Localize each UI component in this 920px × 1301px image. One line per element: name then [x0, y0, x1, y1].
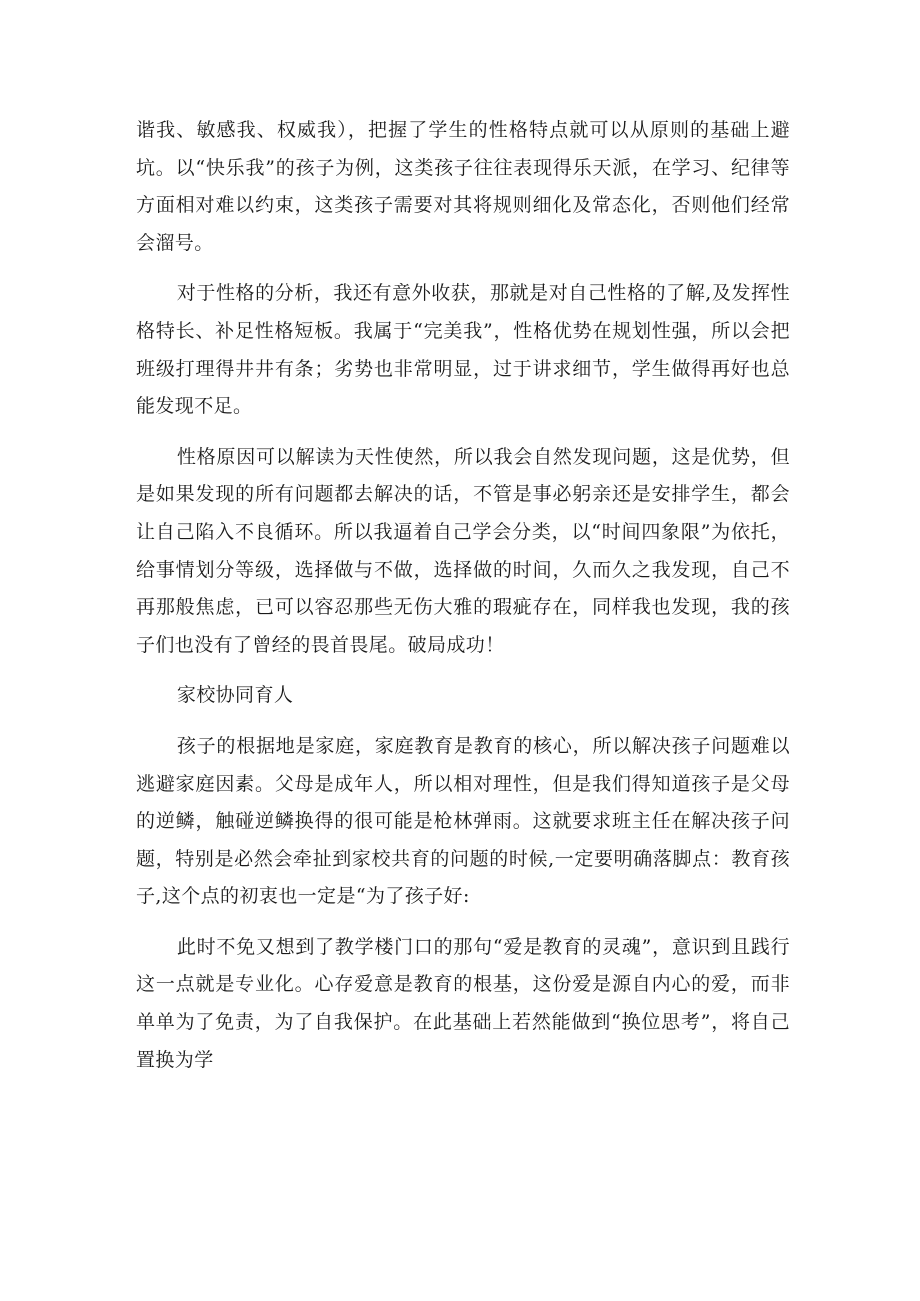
section-heading: 家校协同育人 — [176, 684, 294, 707]
paragraph-love-education: 此时不免又想到了教学楼门口的那句“爱是教育的灵魂”，意识到且践行这一点就是专业化。心存爱意是教育的根基，这份爱是源自内心的爱，而非单单为了免责，为了自我保护。在此基础上若然能做到“换位思考”，将自己置换为学 — [136, 935, 790, 1071]
paragraph-family-education: 孩子的根据地是家庭，家庭教育是教育的核心，所以解决孩子问题难以逃避家庭因素。父母是成年人，所以相对理性，但是我们得知道孩子是父母的逆鳞，触碰逆鳞换得的很可能是枪林弹雨。这就要求班主任在解决孩子问题，特别是必然会牵扯到家校共育的问题的时候,一定要明确落脚点：教育孩子,这个点的初衷也一定是“为了孩子好: — [136, 734, 790, 908]
paragraph-personality-types: 谐我、敏感我、权威我），把握了学生的性格特点就可以从原则的基础上避坑。以“快乐我”的孩子为例，这类孩子往往表现得乐天派，在学习、纪律等方面相对难以约束，这类孩子需要对其将规则细化及常态化，否则他们经常会溜号。 — [136, 119, 790, 254]
document-body — [136, 112, 790, 1092]
paragraph-self-analysis: 对于性格的分析，我还有意外收获，那就是对自己性格的了解,及发挥性格特长、补足性格短板。我属于“完美我”，性格优势在规划性强，所以会把班级打理得井井有条；劣势也非常明显，过于讲求细节，学生做得再好也总能发现不足。 — [136, 282, 790, 418]
paragraph-breakthrough: 性格原因可以解读为天性使然，所以我会自然发现问题，这是优势，但是如果发现的所有问题都去解决的话，不管是事必躬亲还是安排学生，都会让自己陷入不良循环。所以我逼着自己学会分类，以“时间四象限”为依托，给事情划分等级，选择做与不做，选择做的时间，久而久之我发现，自己不再那般焦虑，已可以容忍那些无伤大雅的瑕疵存在，同样我也发现，我的孩子们也没有了曾经的畏首畏尾。破局成功！ — [136, 445, 790, 656]
